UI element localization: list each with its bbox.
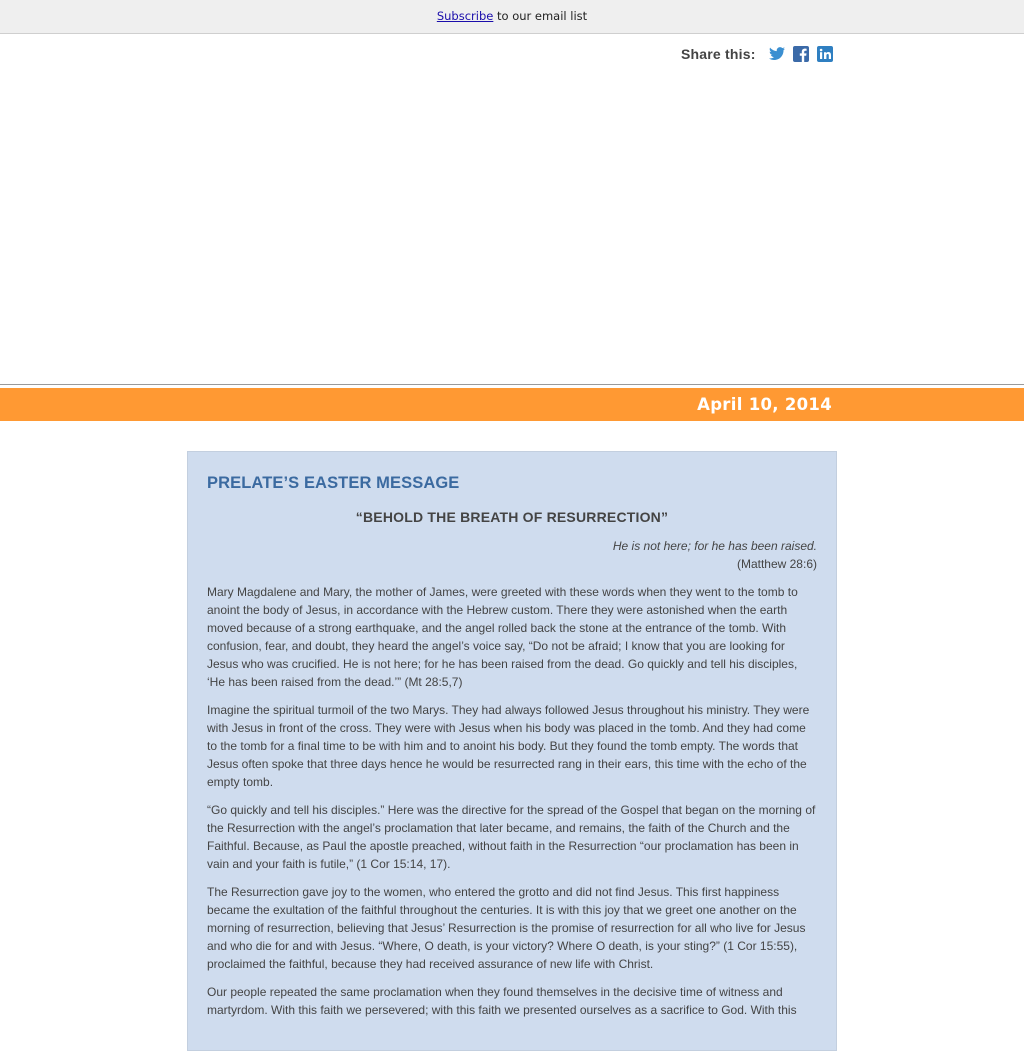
linkedin-icon[interactable] <box>816 45 834 63</box>
message-subtitle: “BEHOLD THE BREATH OF RESURRECTION” <box>355 509 669 525</box>
subscribe-bar <box>0 0 1024 34</box>
header-divider <box>0 384 1024 385</box>
subscribe-text: to our email list <box>493 9 588 23</box>
message-title: PRELATE’S EASTER MESSAGE <box>207 474 460 492</box>
message-paragraph: “Go quickly and tell his disciples.” Here was the directive for the spread of the Gospel that began on the morning of the Resurrection with the angel’s proclamation that later became, and remains, the faith of the Church and the Faithful. Because, as Paul the apostle preached, without faith in the Resurrection “our proclamation has been in vain and your faith is futile,” (1 Cor 15:14, 17). <box>207 803 816 871</box>
message-paragraph: Imagine the spiritual turmoil of the two Marys. They had always followed Jesus throughout his ministry. They were with Jesus in front of the cross. They were with Jesus when his body was placed in the tomb. And they had come to the tomb for a final time to be with him and to anoint his body. But they found the tomb empty. The words that Jesus often spoke that three days hence he would be resurrected rang in their ears, this time with the echo of the empty tomb. <box>207 703 810 789</box>
scripture-verse <box>207 537 817 573</box>
message-panel <box>187 451 837 1051</box>
facebook-icon[interactable] <box>792 45 810 63</box>
date-bar <box>0 388 1024 421</box>
twitter-icon[interactable] <box>768 45 786 63</box>
share-bar <box>681 44 840 64</box>
verse-quote: He is not here; for he has been raised. <box>612 539 817 553</box>
verse-reference: (Matthew 28:6) <box>736 557 817 571</box>
share-label: Share this: <box>681 46 756 62</box>
message-paragraph: Mary Magdalene and Mary, the mother of James, were greeted with these words when they went to the tomb to anoint the body of Jesus, in accordance with the Hebrew custom. There they were astonished when the earth moved because of a strong earthquake, and the angel rolled back the stone at the entrance of the tomb. With confusion, fear, and doubt, they heard the angel’s voice say, “Do not be afraid; I know that you are looking for Jesus who was crucified. He is not here; for he has been raised from the dead. Go quickly and tell his disciples, ‘He has been raised from the dead.’” (Mt 28:5,7) <box>207 585 798 689</box>
message-paragraph: Our people repeated the same proclamation when they found themselves in the decisive time of witness and martyrdom. With this faith we persevered; with this faith we presented ourselves as a sacrifice to God. With this <box>207 985 797 1017</box>
message-paragraph: The Resurrection gave joy to the women, who entered the grotto and did not find Jesus. This first happiness became the exultation of the faithful throughout the centuries. It is with this joy that we greet one another on the morning of resurrection, believing that Jesus’ Resurrection is the promise of resurrection for all who live for Jesus and who die for and with Jesus. “Where, O death, is your victory? Where O death, is your sting?” (1 Cor 15:55), proclaimed the faithful, because they had received assurance of new life with Christ. <box>207 885 806 971</box>
issue-date: April 10, 2014 <box>697 395 832 414</box>
subscribe-link[interactable]: Subscribe <box>436 9 494 23</box>
